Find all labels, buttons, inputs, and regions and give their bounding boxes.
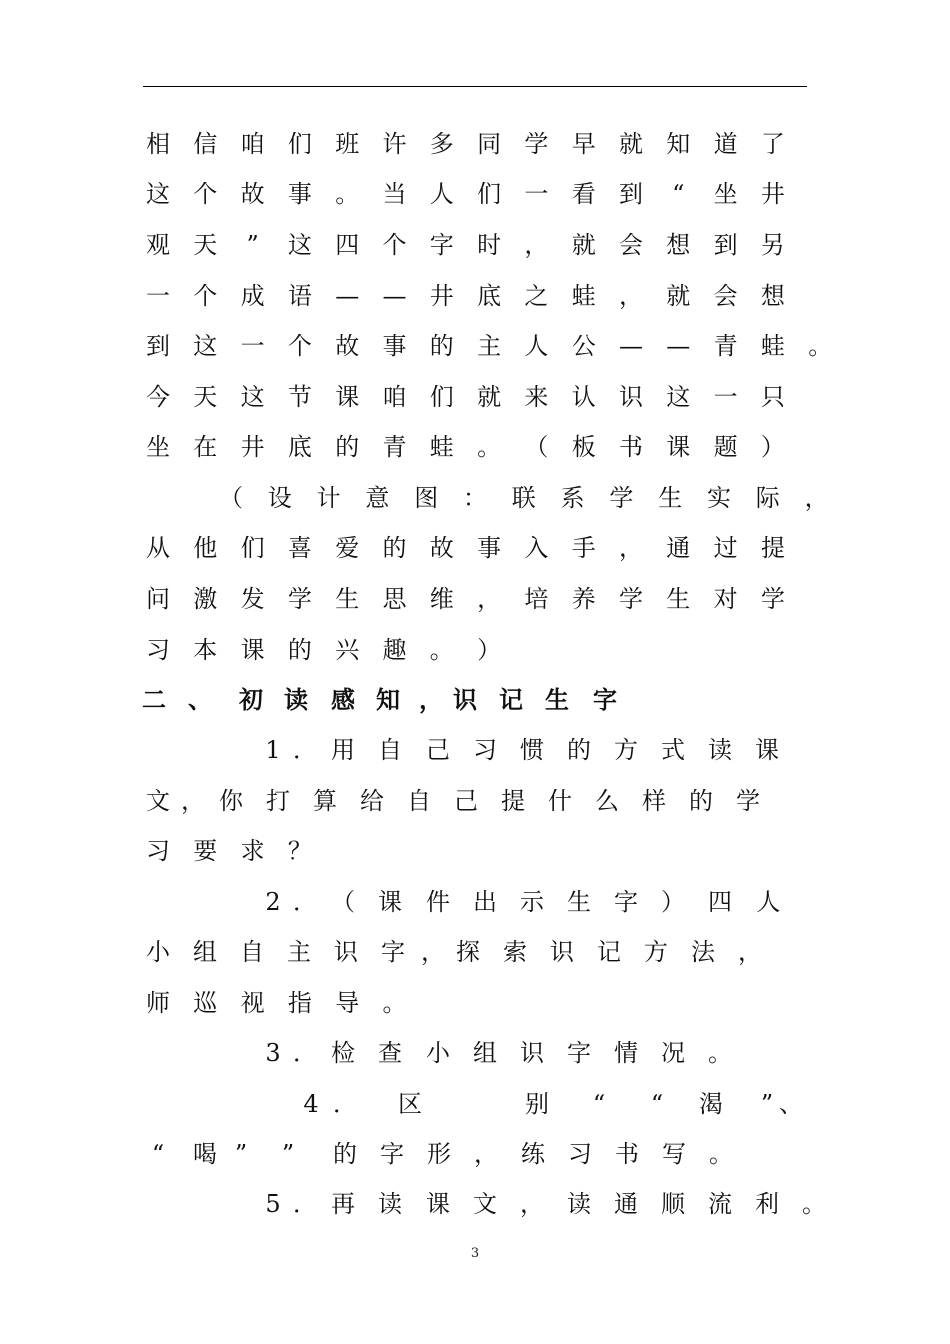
glyph: 青	[713, 332, 738, 360]
glyph: 到	[619, 180, 643, 208]
glyph: 己	[426, 736, 450, 764]
glyph: 他	[193, 534, 218, 562]
glyph: 底	[287, 433, 312, 461]
glyph: 当	[382, 180, 407, 208]
glyph: 语	[287, 282, 312, 310]
glyph: 。	[802, 1190, 826, 1218]
glyph: 只	[760, 383, 785, 411]
glyph: 学	[736, 787, 760, 815]
glyph: 知	[376, 686, 400, 714]
glyph: 再	[331, 1190, 355, 1218]
glyph: ．	[333, 1090, 357, 1118]
glyph: 到	[713, 231, 738, 259]
glyph: 查	[378, 1039, 402, 1067]
glyph: 维	[429, 585, 454, 613]
glyph: “	[151, 1140, 165, 1168]
glyph: 4	[303, 1090, 319, 1118]
glyph: 形	[427, 1140, 451, 1168]
glyph: 的	[333, 1140, 357, 1168]
glyph: ”	[760, 1090, 774, 1118]
glyph: 顺	[661, 1190, 685, 1218]
glyph: 的	[287, 636, 312, 664]
glyph: ，	[619, 282, 643, 310]
glyph: ，	[619, 534, 643, 562]
glyph: 四	[708, 888, 732, 916]
glyph: 井	[429, 282, 454, 310]
glyph: “	[592, 1090, 606, 1118]
glyph: 四	[335, 231, 360, 259]
glyph: 课	[666, 433, 691, 461]
glyph: 时	[477, 231, 502, 259]
glyph: 事	[477, 534, 502, 562]
glyph: 早	[571, 130, 596, 158]
glyph: 一	[240, 332, 265, 360]
glyph: ．	[293, 1190, 317, 1218]
glyph: 课	[240, 636, 265, 664]
glyph: 事	[287, 180, 312, 208]
glyph: 实	[707, 484, 731, 512]
glyph: 爱	[335, 534, 360, 562]
glyph: 自	[378, 736, 402, 764]
glyph: 读	[378, 1190, 402, 1218]
glyph: 小	[146, 938, 170, 966]
glyph: 的	[689, 787, 713, 815]
glyph: ，	[738, 938, 762, 966]
glyph: 识	[334, 938, 358, 966]
glyph: 么	[595, 787, 619, 815]
glyph: 通	[614, 1190, 638, 1218]
glyph: 们	[240, 534, 265, 562]
glyph: 就	[666, 282, 691, 310]
glyph: 2	[265, 888, 281, 916]
glyph: 蛙	[429, 433, 454, 461]
glyph: 意	[365, 484, 390, 512]
glyph: “	[672, 180, 685, 208]
glyph: 字	[429, 231, 454, 259]
glyph: 图	[414, 484, 439, 512]
glyph: 。	[477, 433, 502, 461]
glyph: 提	[501, 787, 525, 815]
glyph: 成	[240, 282, 265, 310]
glyph: 方	[644, 938, 668, 966]
glyph: 要	[193, 837, 218, 865]
glyph: 书	[619, 433, 643, 461]
glyph: 就	[477, 383, 502, 411]
glyph: 知	[666, 130, 691, 158]
glyph: 题	[713, 433, 738, 461]
glyph: 初	[239, 686, 263, 714]
glyph: 多	[429, 130, 454, 158]
glyph: 一	[146, 282, 170, 310]
glyph: 入	[524, 534, 549, 562]
glyph: 这	[193, 332, 218, 360]
glyph: 个	[382, 231, 407, 259]
glyph: 事	[382, 332, 407, 360]
glyph: （	[331, 888, 355, 916]
glyph: 学	[524, 130, 549, 158]
glyph: 信	[193, 130, 218, 158]
glyph: 坐	[146, 433, 170, 461]
glyph: 通	[666, 534, 691, 562]
glyph: 、	[779, 1090, 803, 1118]
glyph: 索	[503, 938, 527, 966]
glyph: 计	[316, 484, 341, 512]
glyph: 班	[335, 130, 360, 158]
glyph: 想	[666, 231, 691, 259]
glyph: 别	[525, 1090, 549, 1118]
glyph: 今	[146, 383, 170, 411]
glyph: 们	[429, 383, 454, 411]
glyph: 趣	[382, 636, 407, 664]
glyph: 的	[382, 534, 407, 562]
glyph: “	[650, 1090, 664, 1118]
glyph: 际	[755, 484, 780, 512]
glyph: 记	[499, 686, 523, 714]
glyph: 流	[708, 1190, 732, 1218]
glyph: 思	[382, 585, 407, 613]
glyph: 求	[240, 837, 265, 865]
glyph: 书	[615, 1140, 639, 1168]
glyph: 、	[188, 686, 212, 714]
glyph: 来	[524, 383, 549, 411]
glyph: 咱	[382, 383, 407, 411]
glyph: 另	[760, 231, 785, 259]
glyph: ）	[477, 636, 502, 664]
glyph: 渴	[699, 1090, 723, 1118]
glyph: 。	[429, 636, 454, 664]
glyph: 道	[713, 130, 738, 158]
glyph: 组	[473, 1039, 497, 1067]
glyph: 激	[193, 585, 218, 613]
glyph: 一	[524, 180, 549, 208]
glyph: 兴	[335, 636, 360, 664]
glyph: 学	[760, 585, 785, 613]
glyph: ”	[246, 231, 259, 259]
glyph: —	[666, 332, 691, 360]
glyph: 学	[287, 585, 312, 613]
glyph: 本	[193, 636, 218, 664]
glyph: 人	[429, 180, 454, 208]
glyph: 就	[571, 231, 596, 259]
glyph: 识	[619, 383, 643, 411]
glyph: 这	[287, 231, 312, 259]
glyph: 一	[713, 383, 738, 411]
glyph: 同	[477, 130, 502, 158]
glyph: 蛙	[571, 282, 596, 310]
glyph: 生	[545, 686, 569, 714]
glyph: （	[219, 484, 243, 512]
glyph: 惯	[520, 736, 544, 764]
glyph: 用	[331, 736, 355, 764]
glyph: 节	[287, 383, 312, 411]
glyph: 字	[380, 1140, 404, 1168]
glyph: 养	[571, 585, 596, 613]
glyph: 读	[708, 736, 732, 764]
glyph: 相	[146, 130, 170, 158]
glyph: 探	[456, 938, 480, 966]
glyph: 文	[146, 787, 170, 815]
glyph: 生	[658, 484, 683, 512]
glyph: 坐	[713, 180, 738, 208]
glyph: 巡	[193, 989, 218, 1017]
glyph: 了	[760, 130, 785, 158]
glyph: 喜	[287, 534, 312, 562]
glyph: 字	[381, 938, 405, 966]
glyph: 。	[335, 180, 360, 208]
glyph: 区	[398, 1090, 422, 1118]
glyph: 故	[429, 534, 454, 562]
glyph: 井	[240, 433, 265, 461]
glyph: 咱	[240, 130, 265, 158]
glyph: 视	[240, 989, 265, 1017]
glyph: 这	[240, 383, 265, 411]
glyph: ．	[293, 1039, 317, 1067]
glyph: 底	[477, 282, 502, 310]
glyph: ”	[281, 1140, 295, 1168]
glyph: 导	[335, 989, 360, 1017]
glyph: 指	[287, 989, 312, 1017]
glyph: 3	[265, 1039, 281, 1067]
glyph: 人	[524, 332, 549, 360]
glyph: 天	[193, 231, 218, 259]
glyph: 们	[287, 130, 312, 158]
glyph: 主	[287, 938, 311, 966]
glyph: 练	[521, 1140, 545, 1168]
glyph: 设	[267, 484, 292, 512]
glyph: 联	[511, 484, 536, 512]
glyph: 5	[265, 1190, 281, 1218]
glyph: 生	[335, 585, 360, 613]
glyph: 字	[614, 888, 638, 916]
glyph: 课	[378, 888, 402, 916]
glyph: 式	[661, 736, 685, 764]
glyph: ？	[287, 837, 312, 865]
glyph: ．	[293, 888, 317, 916]
glyph: 会	[619, 231, 643, 259]
glyph: 自	[240, 938, 264, 966]
glyph: 就	[619, 130, 643, 158]
glyph: 培	[524, 585, 549, 613]
glyph: ，	[474, 1140, 498, 1168]
glyph: ，	[181, 787, 205, 815]
glyph: 学	[619, 585, 643, 613]
glyph: 课	[335, 383, 360, 411]
glyph: ，	[804, 484, 829, 512]
glyph: 识	[550, 938, 574, 966]
glyph: 故	[335, 332, 360, 360]
glyph: 。	[709, 1140, 733, 1168]
glyph: 习	[146, 636, 170, 664]
glyph: 之	[524, 282, 549, 310]
header-rule	[143, 86, 807, 87]
glyph: 过	[713, 534, 738, 562]
glyph: 利	[755, 1190, 779, 1218]
glyph: 个	[193, 282, 218, 310]
glyph: 什	[548, 787, 572, 815]
glyph: 写	[662, 1140, 686, 1168]
glyph: 况	[661, 1039, 685, 1067]
glyph: 记	[597, 938, 621, 966]
glyph: 生	[567, 888, 591, 916]
glyph: 给	[360, 787, 384, 815]
glyph: 学	[609, 484, 634, 512]
glyph: 打	[266, 787, 290, 815]
glyph: 到	[146, 332, 170, 360]
glyph: 师	[146, 989, 170, 1017]
glyph: 识	[520, 1039, 544, 1067]
glyph: 故	[240, 180, 265, 208]
glyph: 你	[219, 787, 243, 815]
glyph: 的	[335, 433, 360, 461]
page-number: 3	[470, 1246, 480, 1261]
glyph: 方	[614, 736, 638, 764]
glyph: 会	[713, 282, 738, 310]
glyph: 这	[146, 180, 170, 208]
glyph: 读	[567, 1190, 591, 1218]
glyph: 习	[146, 837, 170, 865]
glyph: 人	[756, 888, 781, 916]
glyph: 。	[708, 1039, 732, 1067]
glyph: 系	[560, 484, 585, 512]
glyph: 公	[571, 332, 596, 360]
glyph: 天	[193, 383, 218, 411]
glyph: ，	[477, 585, 502, 613]
glyph: 习	[473, 736, 497, 764]
glyph: 己	[454, 787, 478, 815]
glyph: 提	[760, 534, 785, 562]
glyph: 在	[193, 433, 218, 461]
glyph: 蛙	[760, 332, 785, 360]
glyph: ：	[463, 484, 487, 512]
glyph: ．	[293, 736, 317, 764]
glyph: 课	[755, 736, 779, 764]
glyph: 样	[642, 787, 666, 815]
glyph: 生	[666, 585, 691, 613]
glyph: 手	[571, 534, 596, 562]
glyph: 的	[567, 736, 591, 764]
glyph: ，	[419, 686, 443, 714]
glyph: 法	[691, 938, 715, 966]
glyph: ）	[661, 888, 685, 916]
glyph: ”	[234, 1140, 248, 1168]
glyph: （	[524, 433, 549, 461]
glyph: 小	[426, 1039, 450, 1067]
glyph: 们	[477, 180, 502, 208]
glyph: 观	[146, 231, 170, 259]
glyph: 青	[382, 433, 407, 461]
glyph: 检	[331, 1039, 355, 1067]
glyph: 个	[193, 180, 218, 208]
glyph: 字	[567, 1039, 591, 1067]
glyph: 许	[382, 130, 407, 158]
glyph: 组	[193, 938, 217, 966]
glyph: ，	[421, 938, 445, 966]
glyph: 字	[593, 686, 617, 714]
glyph: 算	[313, 787, 337, 815]
glyph: 想	[760, 282, 785, 310]
glyph: 件	[426, 888, 450, 916]
glyph: 读	[284, 686, 308, 714]
glyph: ）	[760, 433, 785, 461]
glyph: 。	[382, 989, 407, 1017]
glyph: ，	[524, 231, 549, 259]
glyph: 1	[265, 736, 281, 764]
glyph: 问	[146, 585, 170, 613]
glyph: 自	[407, 787, 431, 815]
glyph: 识	[453, 686, 477, 714]
glyph: 看	[571, 180, 596, 208]
glyph: 板	[571, 433, 596, 461]
glyph: 井	[760, 180, 785, 208]
glyph: 主	[477, 332, 502, 360]
glyph: —	[382, 282, 407, 310]
glyph: —	[335, 282, 360, 310]
glyph: 喝	[193, 1140, 217, 1168]
glyph: ，	[520, 1190, 544, 1218]
glyph: 课	[426, 1190, 450, 1218]
glyph: 感	[331, 686, 355, 714]
glyph: 二	[142, 686, 166, 714]
glyph: 从	[146, 534, 170, 562]
glyph: 对	[713, 585, 738, 613]
glyph: 情	[614, 1039, 638, 1067]
glyph: 认	[571, 383, 596, 411]
glyph: 出	[473, 888, 497, 916]
glyph: 个	[287, 332, 312, 360]
glyph: 。	[808, 332, 833, 360]
glyph: 的	[429, 332, 454, 360]
glyph: 习	[568, 1140, 592, 1168]
glyph: —	[619, 332, 643, 360]
glyph: 文	[473, 1190, 497, 1218]
glyph: 示	[520, 888, 544, 916]
glyph: 这	[666, 383, 691, 411]
glyph: 发	[240, 585, 265, 613]
